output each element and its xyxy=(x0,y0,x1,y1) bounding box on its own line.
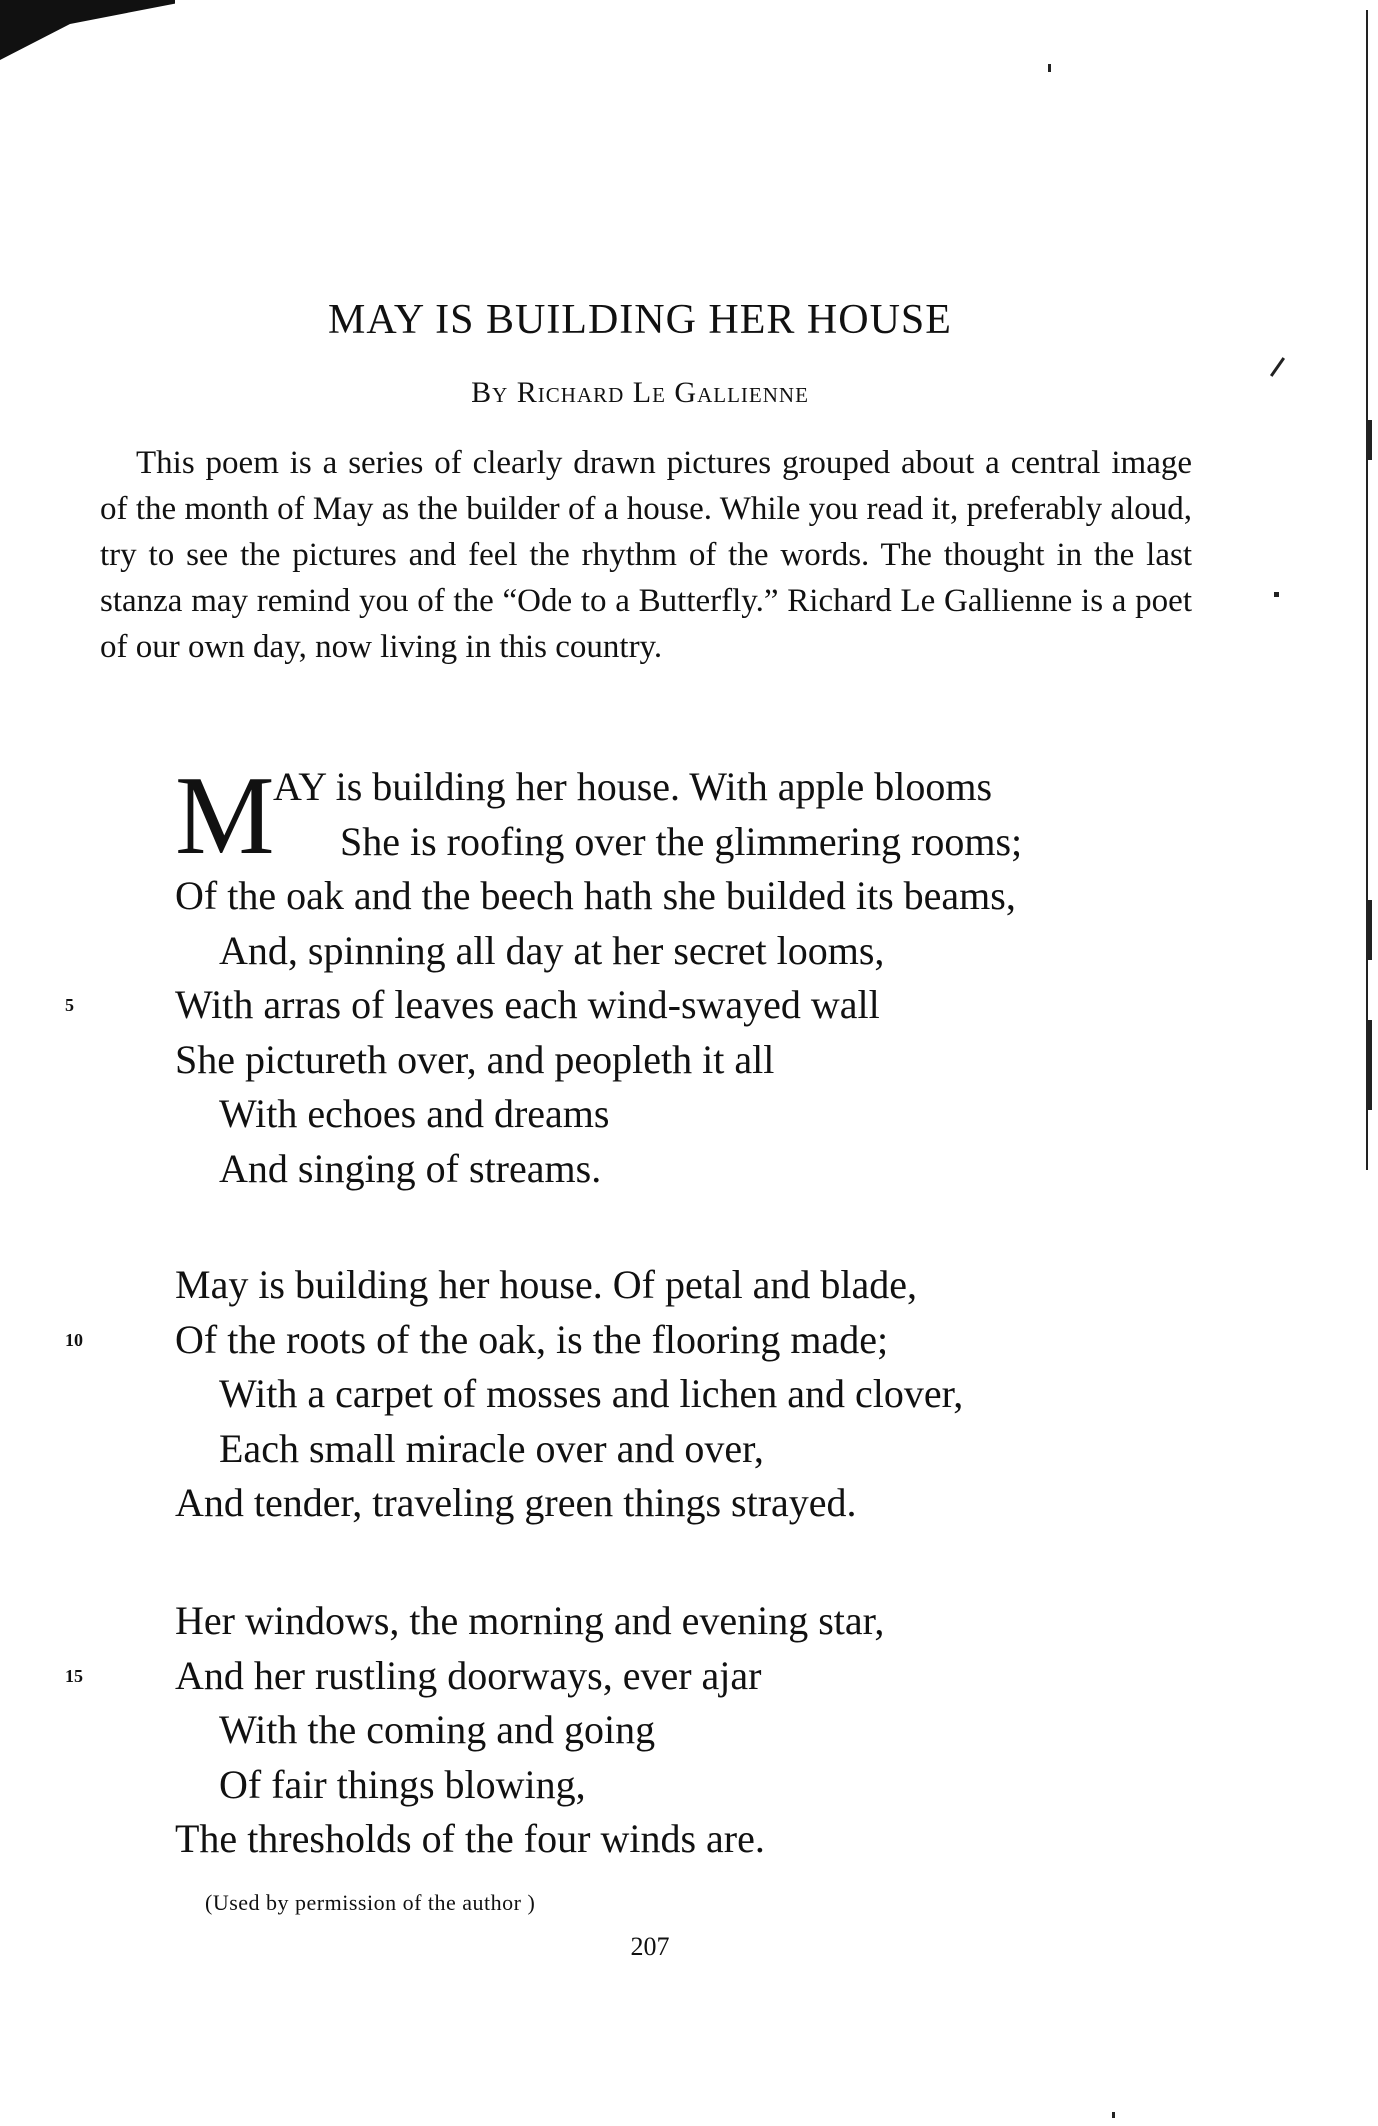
edge-mark xyxy=(1368,900,1372,960)
poem-line-text: Of the roots of the oak, is the flooring made; xyxy=(175,1316,889,1362)
byline: By Richard Le Gallienne xyxy=(471,376,809,409)
line-number: 10 xyxy=(65,1329,83,1350)
poem-line: And tender, traveling green things strayed. xyxy=(175,1480,857,1525)
stanza-1 xyxy=(65,754,1195,1196)
poem-line xyxy=(65,1649,1195,1704)
poem-line: With a carpet of mosses and lichen and clover, xyxy=(219,1371,964,1416)
edge-mark xyxy=(1368,420,1372,460)
poem-line: With the coming and going xyxy=(219,1707,656,1752)
page-title: MAY IS BUILDING HER HOUSE xyxy=(328,297,952,343)
poem-line: Each small miracle over and over, xyxy=(219,1425,764,1471)
poem-line: And singing of streams. xyxy=(219,1145,602,1191)
edge-mark xyxy=(1368,1020,1372,1110)
poem-line-text: And her rustling doorways, ever ajar xyxy=(175,1652,762,1698)
intro-text: This poem is a series of clearly drawn pictures grouped about a central image of the month of May as the builder of a house. While you read it, preferably aloud, try to see the pictures and feel the rhythm of the words. The thought in the last stanza may remind you of the “Ode to a Butterfly.” Richard Le Gallienne is a poet of our own day, now living in this country. xyxy=(100,445,1192,665)
poem-line: AY is building her house. With apple blooms xyxy=(273,764,993,809)
poem-line: May is building her house. Of petal and blade, xyxy=(175,1262,918,1307)
line-number: 15 xyxy=(65,1665,83,1686)
stanza-3 xyxy=(65,1594,1195,1867)
poem-line: She is roofing over the glimmering rooms; xyxy=(340,818,1023,864)
stanza-2 xyxy=(65,1258,1195,1531)
poem-line: Of the oak and the beech hath she builded its beams, xyxy=(175,873,1016,918)
page-edge-rule xyxy=(1360,10,1368,1170)
intro-paragraph xyxy=(100,440,1192,670)
poem-line: Her windows, the morning and evening star, xyxy=(175,1598,885,1643)
speck xyxy=(1274,592,1279,597)
page-corner-shadow xyxy=(0,0,175,60)
drop-cap: M xyxy=(175,754,275,878)
speck xyxy=(1112,2112,1115,2118)
poem-line: She pictureth over, and peopleth it all xyxy=(175,1036,775,1082)
poem-line: And, spinning all day at her secret looms, xyxy=(219,927,885,973)
poem-line: With echoes and dreams xyxy=(219,1091,610,1136)
page-number: 207 xyxy=(630,1932,670,1961)
poem-line: Of fair things blowing, xyxy=(219,1761,586,1807)
permission-credit: (Used by permission of the author ) xyxy=(205,1890,536,1915)
line-number: 5 xyxy=(65,995,74,1015)
poem-line xyxy=(65,978,1195,1033)
speck xyxy=(1048,64,1051,72)
poem-line xyxy=(65,1313,1195,1368)
speck xyxy=(1270,357,1285,377)
poem-line: The thresholds of the four winds are. xyxy=(175,1816,765,1861)
poem-line-text: With arras of leaves each wind-swayed wall xyxy=(175,982,880,1027)
